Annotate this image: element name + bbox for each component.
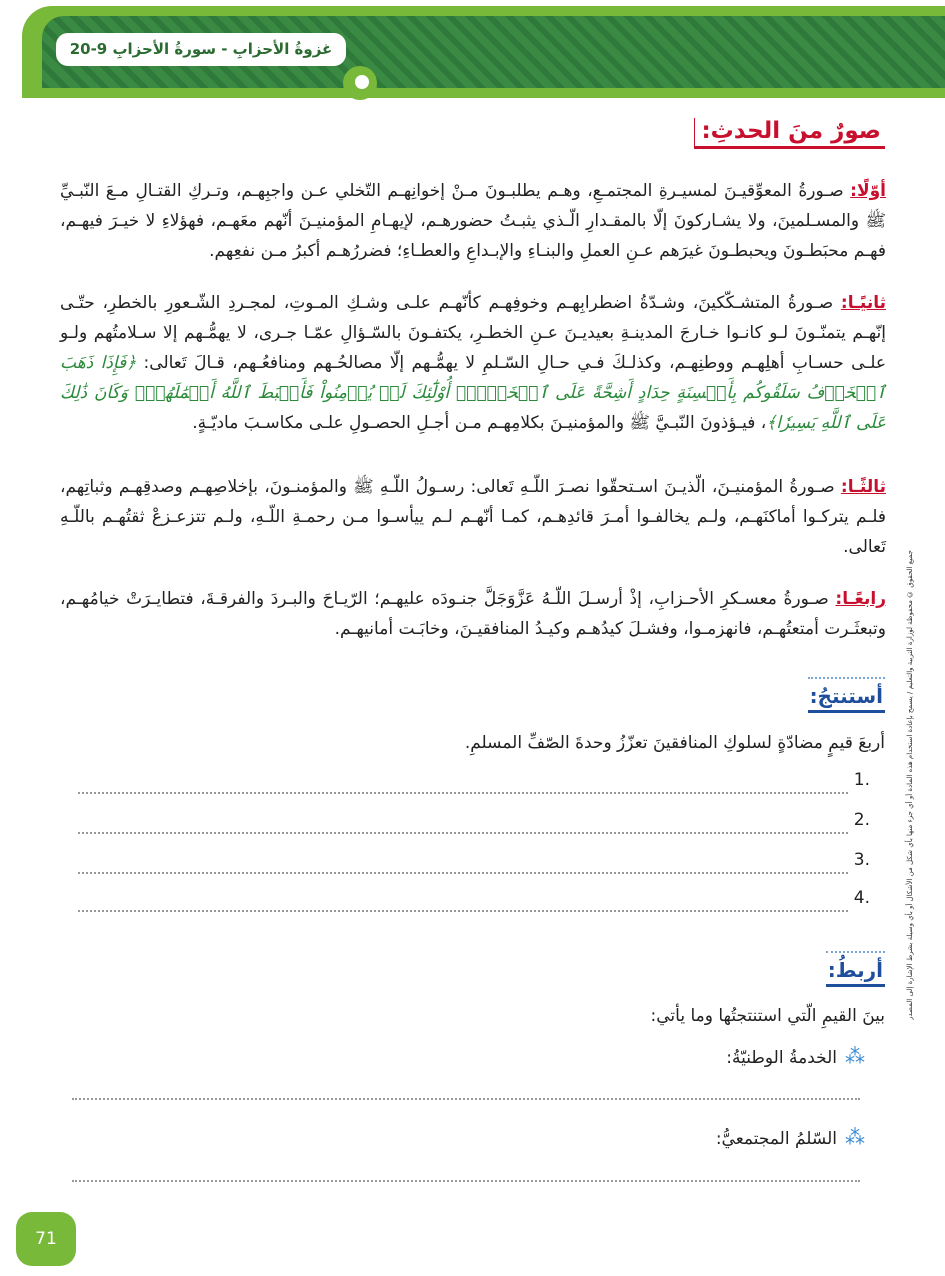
answer-line-4[interactable] [78, 888, 870, 912]
answer-line-2[interactable] [78, 810, 870, 834]
quran-verse: ﴿فَإِذَا ذَهَبَ ٱلۡخَوۡفُ سَلَقُوكُم بِأَلۡسِنَةٍ حِدَادٍ أَشِحَّةً عَلَى ٱلۡخَيۡرِۚ أُوْلَٰٓئِكَ لَمۡ يُؤۡمِنُواْ فَأَحۡبَطَ ٱللَّهُ أَعۡمَٰلَهُمۡۚ وَكَانَ ذَٰلِكَ عَلَى ٱللَّهِ يَسِيرٗا﴾ [60, 353, 886, 433]
paragraph-text: صـورةُ معسـكرِ الأحـزابِ، إذْ أرسـلَ اللّـهُ عَزَّوَجَلَّ جنـودَه عليهـم؛ الرّيـاحَ والبـردَ والفرقـةَ، فتطايـرَتْ خيامُهـم، وتبعثَـرت أمتعتُهـم، فانهزمـوا، وفشـلَ كيدُهـم وكيـدُ المنافقيـنَ، وخابَـت أمانيهـم. [60, 589, 886, 639]
answer-line-3[interactable] [78, 850, 870, 874]
link-prompt: بينَ القيمِ الّتي استنتجتُها وما يأتي: [650, 1006, 885, 1026]
paragraph-text: صـورةُ المعوِّقيـنَ لمسيـرةِ المجتمـعِ، وهـم يطلبـونَ مـنْ إخوانِهـم التّخلي عـن واجبِهـم، وتـركِ القتـالِ مـعَ النّبـيِّ ﷺ والمسـلمينَ، ولا يشـاركونَ إلّا بالمقـدارِ الّـذي يثبـتُ حضورهـم، لإيهـامِ المؤمنيـنَ أنّهم معَهـم، فهؤلاءِ لا خيـرَ فيهـم، فهـم محبَطـونَ ويحبطـونَ غيرَهم عـنِ العملِ والبنـاءِ والإبـداعِ والعطـاءِ؛ فضررُهـم أكبرُ مـن نفعِهم. [60, 181, 886, 261]
answer-line-social-peace[interactable] [72, 1180, 860, 1182]
answer-number: 2. [853, 810, 870, 830]
answer-number: 1. [853, 770, 870, 790]
snowflake-bullet-icon: ⁂ [845, 1125, 865, 1149]
paragraph-second [60, 288, 886, 438]
deduce-title: أستنتجُ: [808, 684, 885, 713]
snowflake-bullet-icon: ⁂ [845, 1044, 865, 1068]
section-title: صورٌ منَ الحدثِ: [694, 118, 885, 149]
link-item-label: الخدمةُ الوطنيّةُ: [726, 1048, 837, 1068]
banner-hook-icon [343, 66, 377, 100]
answer-line-1[interactable] [78, 770, 870, 794]
paragraph-text: صـورةُ المؤمنيـنَ، الّذيـنَ اسـتحقّوا نصـرَ اللّـهِ تَعالى: رسـولُ اللّـهِ ﷺ والمؤمنـونَ، بإخلاصِهـم وصدقِهـم وثباتِهم، فلـم يتركـوا أماكنَهـم، ولـم يخالفـوا أمـرَ قائدِهـم، كمـا أنّهـم لـم ييأسـوا مـن رحمـةِ اللّـهِ، ولـم تتزعـزعْ ثقتُهـم باللّـهِ تَعالى. [60, 477, 886, 557]
paragraph-first [60, 176, 886, 266]
paragraph-label: ثانيًـا: [840, 293, 886, 313]
link-title: أربطُ: [826, 958, 885, 987]
paragraph-label: ثالثًـا: [840, 477, 886, 497]
paragraph-fourth [60, 584, 886, 644]
paragraph-third [60, 472, 886, 562]
link-item-social-peace [716, 1125, 865, 1149]
paragraph-text-after: ، فيـؤذونَ النّبـيَّ ﷺ والمؤمنيـنَ بكلامِهـم مـن أجـلِ الحصـولِ علـى مكاسـبَ ماديّـةٍ. [192, 413, 767, 433]
deduce-prompt: أربعَ قيمٍ مضادّةٍ لسلوكِ المنافقينَ تعزّزُ وحدةَ الصّفِّ المسلمِ. [464, 733, 885, 753]
paragraph-label: أوّلًا: [850, 181, 886, 201]
answer-number: 3. [853, 850, 870, 870]
chapter-title: غزوةُ الأحزابِ - سورةُ الأحزابِ 9-20 [56, 33, 346, 66]
link-item-national-service [726, 1044, 865, 1068]
answer-number: 4. [853, 888, 870, 908]
link-item-label: السّلمُ المجتمعيُّ: [715, 1129, 837, 1149]
paragraph-text: صـورةُ المتشـكّكينَ، وشـدّةُ اضطرابِهـم وخوفِهـم كأنّهـم علـى وشـكِ المـوتِ، لمجـردِ الشّـعورِ بالخطرِ، حتّـى إنّهـم يتمنّـونَ لـو كانـوا خـارجَ المدينـةِ بعيديـنَ عـنِ الخطـرِ، يكتفـونَ بالسّـؤالِ عمّـا جـرى، لا يهمُّـهم إلا سـلامتُهم ولـو علـى حسـابِ أهلِهـم ووطنِهـم، وكذلـكَ فـي حـالِ السّـلمِ لا يهمُّـهم إلّا مصالحُـهم ومنافعُـهم، قـالَ تَعالى: [60, 293, 887, 373]
paragraph-label: رابعًـا: [835, 589, 886, 609]
copyright-note: جميع الحقوق © محفوظة لوزارة التربية والتعليم / يسمح بإعادة استخدام هذه المادة أو أي جزء منها بأي شكل من الأشكال أو بأي وسيلة بشرط الإشارة إلى المصدر [906, 549, 914, 1020]
answer-line-national-service[interactable] [72, 1098, 860, 1100]
page-number: 71 [16, 1212, 76, 1266]
